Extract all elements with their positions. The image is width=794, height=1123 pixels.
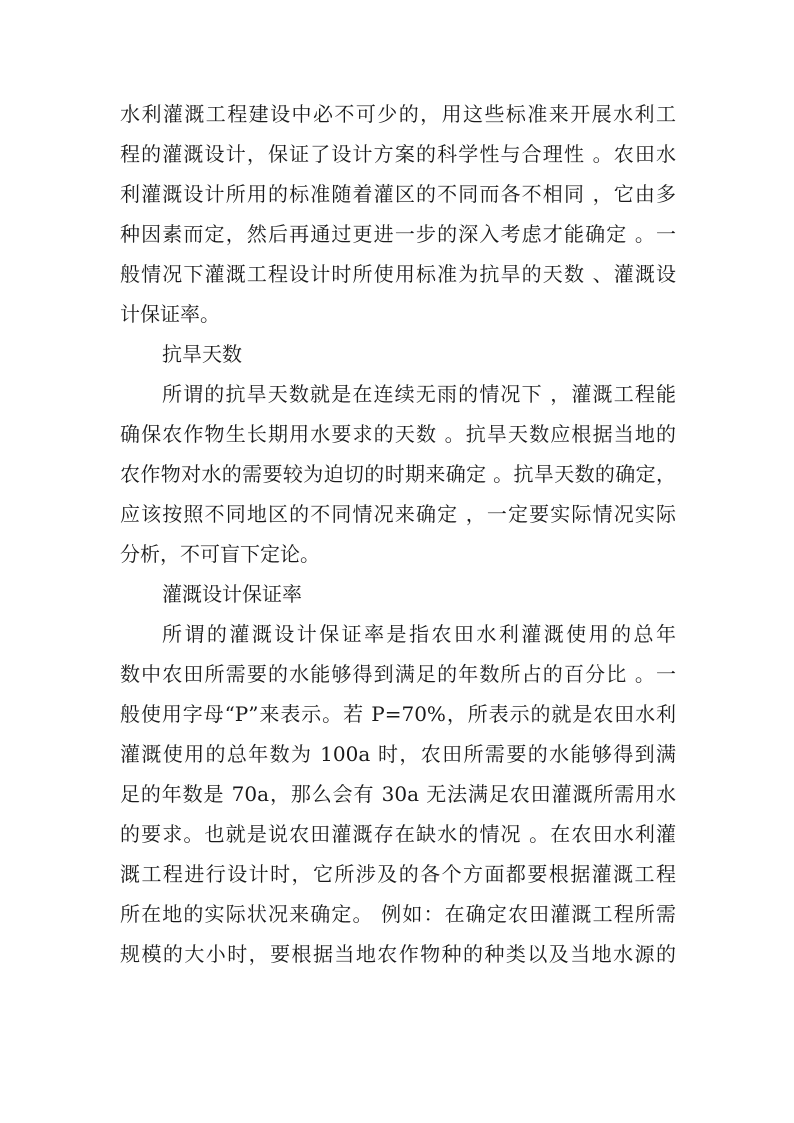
document-body	[120, 94, 676, 974]
paragraph-line: 的要求。也就是说农田灌溉存在缺水的情况 。在农田水利灌	[120, 822, 676, 846]
paragraph-line: 农作物对水的需要较为迫切的时期来确定 。抗旱天数的确定，	[120, 462, 676, 486]
paragraph-line: 灌溉使用的总年数为 100a 时，农田所需要的水能够得到满	[120, 742, 676, 766]
paragraph-line: 计保证率。	[120, 302, 220, 326]
section-heading-drought-days: 抗旱天数	[162, 342, 242, 366]
paragraph-line: 足的年数是 70a，那么会有 30a 无法满足农田灌溉所需用水	[120, 782, 676, 806]
paragraph-line: 所在地的实际状况来确定。 例如：在确定农田灌溉工程所需	[120, 902, 676, 926]
paragraph-line: 应该按照不同地区的不同情况来确定 ，一定要实际情况实际	[120, 502, 676, 526]
paragraph-line: 确保农作物生长期用水要求的天数 。抗旱天数应根据当地的	[120, 422, 676, 446]
paragraph-line: 般情况下灌溉工程设计时所使用标准为抗旱的天数 、灌溉设	[120, 262, 676, 286]
paragraph-line: 分析，不可盲下定论。	[120, 542, 320, 566]
paragraph-line: 水利灌溉工程建设中必不可少的，用这些标准来开展水利工	[120, 102, 676, 126]
paragraph-line: 般使用字母“P”来表示。若 P=70%，所表示的就是农田水利	[120, 702, 676, 726]
section-heading-design-guarantee-rate: 灌溉设计保证率	[162, 582, 302, 606]
paragraph-line: 利灌溉设计所用的标准随着灌区的不同而各不相同 ，它由多	[120, 182, 676, 206]
paragraph-line: 所谓的灌溉设计保证率是指农田水利灌溉使用的总年	[162, 622, 676, 646]
paragraph-line: 溉工程进行设计时，它所涉及的各个方面都要根据灌溉工程	[120, 862, 676, 886]
paragraph-line: 程的灌溉设计，保证了设计方案的科学性与合理性 。农田水	[120, 142, 676, 166]
paragraph-line: 种因素而定，然后再通过更进一步的深入考虑才能确定 。一	[120, 222, 676, 246]
paragraph-line: 所谓的抗旱天数就是在连续无雨的情况下 ，灌溉工程能	[162, 382, 676, 406]
paragraph-line: 数中农田所需要的水能够得到满足的年数所占的百分比 。一	[120, 662, 676, 686]
paragraph-line: 规模的大小时，要根据当地农作物种的种类以及当地水源的	[120, 942, 676, 966]
